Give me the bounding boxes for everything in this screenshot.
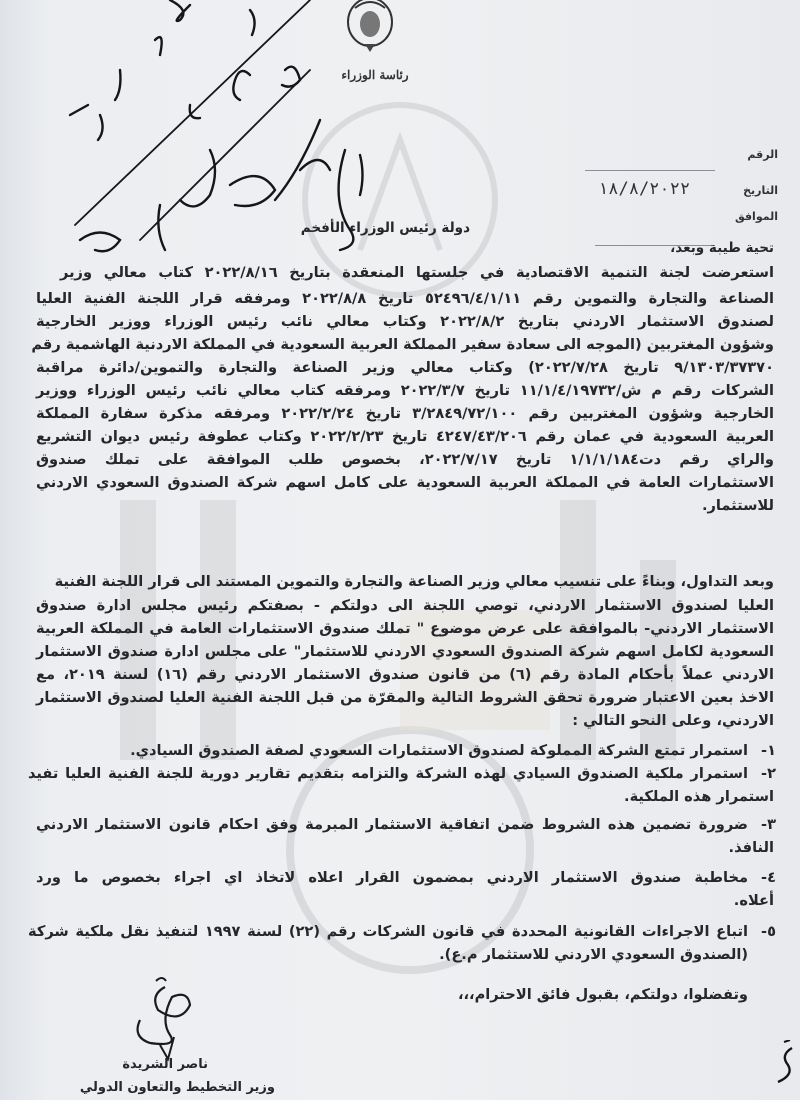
date-label: التاريخ xyxy=(743,184,778,197)
text-line: لصندوق الاستثمار الاردني بتاريخ ٢٠٢٢/٨/٢ وكتاب معالي نائب رئيس الوزراء ووزير الخارجية xyxy=(36,313,774,330)
text-line: الاستثمار الاردني- بالموافقة على عرض موضوع " تملك صندوق الاستثمارات العامة في المملكة العربية xyxy=(36,620,774,637)
list-number: ١- xyxy=(761,742,776,759)
list-item-cont: استمرار هذه الملكية. xyxy=(624,788,774,805)
text-line: الخارجية وشؤون المغتربين رقم ٣/٢٨٤٩/٧٢/١٠٠ تاريخ ٢٠٢٢/٢/٢٤ ومرفقه مذكرة سفارة المملكة xyxy=(36,405,775,422)
list-item: ضرورة تضمين هذه الشروط ضمن اتفاقية الاستثمار المبرمة وفق احكام قانون الاستثمار الاردني xyxy=(36,816,748,833)
text-line: والراي رقم دت١/١/١/١٨٤ تاريخ ٢٠٢٢/٧/١٧، بخصوص طلب الموافقة على تملك صندوق xyxy=(36,451,774,468)
text-line: للاستثمار. xyxy=(701,497,774,514)
text-line: ٩/١٣٠٣/٣٧٣٧٠ تاريخ ٢٠٢٢/٧/٢٨) وكتاب معالي وزير الصناعة والتجارة والتموين/دائرة مراقبة xyxy=(36,359,774,376)
text-line: السعودية لكامل اسهم شركة الصندوق السعودي الاردني للاستثمار" على مجلس ادارة صندوق الاستثمار xyxy=(36,643,774,660)
text-line: العليا لصندوق الاستثمار الاردني، توصي اللجنة الى دولتكم - بصفتكم رئيس مجلس ادارة صندوق xyxy=(36,597,774,614)
text-line: وشؤون المغتربين (الموجه الى سعادة سفير المملكة العربية السعودية في المملكة الاردنية الهاشمية رقم xyxy=(31,336,774,353)
list-item-cont: (الصندوق السعودي الاردني للاستثمار م.ع). xyxy=(439,946,748,963)
list-number: ٢- xyxy=(761,765,776,782)
text-line: العربية السعودية في عمان رقم ٤٢٤٧/٤٣/٢٠٦ تاريخ ٢٠٢٢/٢/٢٣ وكتاب عطوفة رئيس ديوان التشريع xyxy=(36,428,774,445)
list-item: اتباع الاجراءات القانونية المحددة في قانون الشركات رقم (٢٢) لسنة ١٩٩٧ لتنفيذ نقل ملكية شركة xyxy=(28,923,748,940)
signatory-name: ناصر الشريدة xyxy=(122,1057,208,1072)
number-label: الرقم xyxy=(747,148,778,161)
text-line: استعرضت لجنة التنمية الاقتصادية في جلستها المنعقدة بتاريخ ٢٠٢٢/٨/١٦ كتاب معالي وزير xyxy=(60,264,774,281)
text-line: الاردني عملاً بأحكام المادة رقم (٦) من قانون صندوق الاستثمار الاردني رقم (١٦) لسنة ٢٠١٩، مع xyxy=(36,666,774,683)
list-number: ٤- xyxy=(761,869,776,886)
text-line: وبعد التداول، وبناءً على تنسيب معالي وزير الصناعة والتجارة والتموين المستند الى قرار اللجنة الفنية xyxy=(54,573,774,590)
list-item: استمرار ملكية الصندوق السيادي لهذه الشركة والتزامه بتقديم تقارير دورية للجنة الفنية العليا تفيد xyxy=(28,765,748,782)
letterhead-office: رئاسة الوزراء xyxy=(341,68,409,82)
greeting: تحية طيبة وبعد، xyxy=(670,240,774,256)
text-line: الصناعة والتجارة والتموين رقم ٥٢٤٩٦/٤/١/١١ تاريخ ٢٠٢٢/٨/٨ ومرفقه قرار اللجنة الفنية العليا xyxy=(36,290,774,307)
closing: وتفضلوا، دولتكم، بقبول فائق الاحترام،،، xyxy=(457,986,748,1003)
list-item: استمرار تمتع الشركة المملوكة لصندوق الاستثمارات السعودي لصفة الصندوق السيادي. xyxy=(130,742,748,759)
text-line: الاخذ بعين الاعتبار ضرورة تحقق الشروط التالية والمقرّة من قبل اللجنة الفنية العليا لصندوق الاستثمار xyxy=(36,689,774,706)
list-item: مخاطبة صندوق الاستثمار الاردني بمضمون القرار اعلاه لاتخاذ اي اجراء بخصوص ما ورد xyxy=(36,869,748,886)
text-line: الاستثمارات العامة في المملكة العربية السعودية على كامل اسهم شركة الصندوق السعودي الاردني xyxy=(36,474,774,491)
number-line xyxy=(585,170,715,171)
list-item-cont: النافذ. xyxy=(728,839,774,856)
list-number: ٥- xyxy=(761,923,776,940)
addressee: دولة رئيس الوزراء الأفخم xyxy=(300,220,470,236)
text-line: الشركات رقم م ش/١١/١/٤/١٩٧٣٢ تاريخ ٢٠٢٢/٣/٧ ومرفقه كتاب معالي نائب رئيس الوزراء ووزير xyxy=(36,382,774,399)
text-line: الاردني، وعلى النحو التالي : xyxy=(572,712,774,729)
list-number: ٣- xyxy=(761,816,776,833)
signatory-title: وزير التخطيط والتعاون الدولي xyxy=(79,1080,275,1095)
date-value: ١٨/٨/٢٠٢٢ xyxy=(598,179,691,199)
list-item-cont: أعلاه. xyxy=(733,892,774,909)
hijri-label: الموافق xyxy=(734,210,778,223)
